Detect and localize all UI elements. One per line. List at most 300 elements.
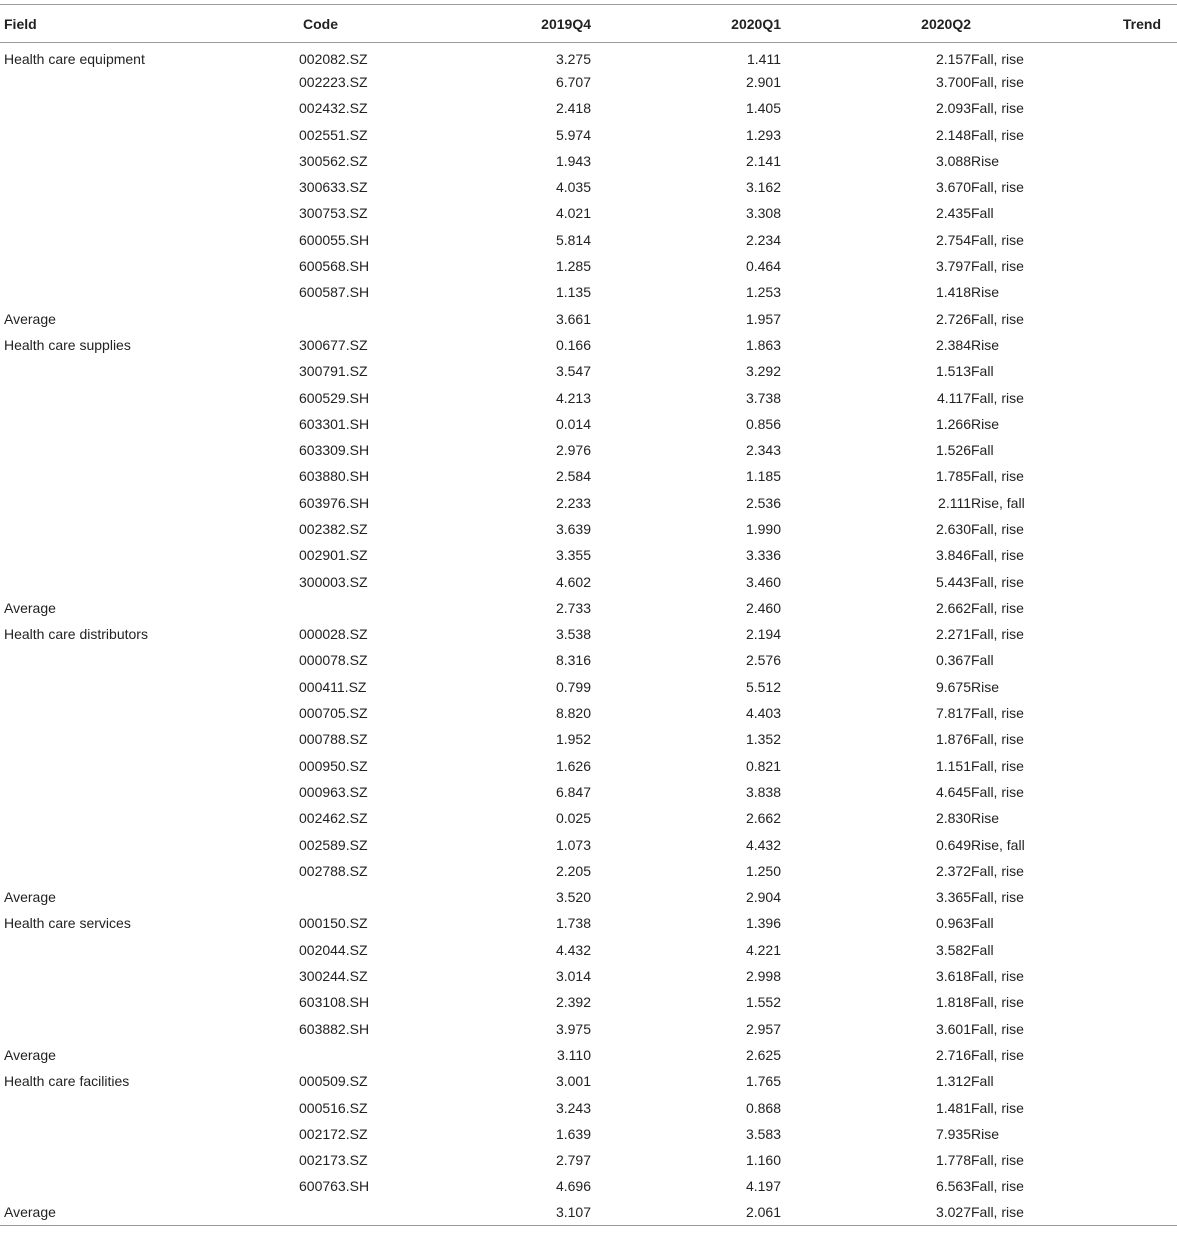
cell-trend: Fall	[971, 941, 994, 958]
cell-2020q1: 0.868	[745, 1099, 781, 1116]
table-row	[0, 858, 1177, 884]
cell-field: Average	[4, 599, 56, 616]
header-code: Code	[289, 5, 451, 43]
cell-2019q4: 5.974	[555, 126, 591, 143]
cell-code: 300562.SZ	[299, 152, 368, 169]
cell-2020q2: 2.830	[935, 810, 971, 827]
cell-trend: Fall, rise	[971, 231, 1024, 248]
cell-2020q2: 6.563	[935, 1178, 971, 1195]
cell-2020q1: 3.162	[745, 179, 781, 196]
cell-2020q1: 2.957	[745, 1020, 781, 1037]
table-row	[0, 1015, 1177, 1041]
cell-code: 600055.SH	[299, 231, 370, 248]
cell-2019q4: 1.943	[555, 152, 591, 169]
cell-trend: Fall, rise	[971, 862, 1024, 879]
cell-code: 002589.SZ	[299, 836, 368, 853]
cell-code: 600763.SH	[299, 1178, 370, 1195]
cell-2020q1: 4.403	[745, 705, 781, 722]
cell-code: 600587.SH	[299, 284, 370, 301]
cell-field	[0, 805, 289, 831]
cell-2020q1: 3.460	[745, 573, 781, 590]
table-row	[0, 95, 1177, 121]
cell-2020q1: 0.856	[745, 415, 781, 432]
cell-2019q4: 2.733	[555, 599, 591, 616]
cell-2020q2: 4.645	[935, 783, 971, 800]
cell-2020q1: 2.536	[745, 494, 781, 511]
cell-code: 000950.SZ	[299, 757, 368, 774]
cell-trend: Fall, rise	[971, 258, 1024, 275]
cell-field: Average	[4, 889, 56, 906]
cell-field	[0, 568, 289, 594]
cell-trend: Fall	[971, 915, 994, 932]
cell-field	[0, 963, 289, 989]
table-row	[0, 437, 1177, 463]
table-row	[0, 69, 1177, 95]
cell-code: 600568.SH	[299, 258, 370, 275]
cell-2020q2: 4.117	[937, 389, 971, 406]
cell-2019q4: 3.661	[555, 310, 591, 327]
cell-2020q1: 4.221	[745, 941, 781, 958]
cell-2019q4: 4.213	[555, 389, 591, 406]
cell-2020q2: 1.818	[935, 994, 971, 1011]
header-2020q1: 2020Q1	[591, 5, 781, 43]
cell-code: 002223.SZ	[299, 73, 368, 90]
cell-field	[0, 831, 289, 857]
cell-2019q4: 0.014	[555, 415, 591, 432]
cell-code: 002788.SZ	[299, 862, 368, 879]
cell-field	[0, 437, 289, 463]
cell-code: 300677.SZ	[299, 336, 368, 353]
cell-code: 603976.SH	[299, 494, 370, 511]
table-row	[0, 174, 1177, 200]
cell-2020q1: 2.998	[745, 968, 781, 985]
cell-trend: Fall, rise	[971, 968, 1024, 985]
table-row	[0, 884, 1177, 910]
table-row	[0, 910, 1177, 936]
cell-2019q4: 1.626	[555, 757, 591, 774]
cell-field	[0, 358, 289, 384]
cell-2020q2: 3.618	[935, 968, 971, 985]
cell-2019q4: 2.205	[555, 862, 591, 879]
table-row	[0, 148, 1177, 174]
cell-2020q1: 0.821	[745, 757, 781, 774]
cell-2020q2: 2.716	[935, 1046, 971, 1063]
cell-field: Health care supplies	[4, 336, 131, 353]
cell-2019q4: 4.602	[555, 573, 591, 590]
table-row	[0, 305, 1177, 331]
cell-trend: Fall, rise	[971, 731, 1024, 748]
table-row	[0, 200, 1177, 226]
cell-code: 603882.SH	[299, 1020, 370, 1037]
cell-2019q4: 3.355	[555, 547, 591, 564]
table-row	[0, 726, 1177, 752]
cell-code: 603309.SH	[299, 442, 370, 459]
cell-trend: Rise	[971, 415, 1000, 432]
cell-code: 000788.SZ	[299, 731, 368, 748]
cell-2020q1: 2.625	[745, 1046, 781, 1063]
cell-2019q4: 5.814	[555, 231, 591, 248]
cell-field: Average	[4, 1046, 56, 1063]
cell-trend: Fall, rise	[971, 468, 1024, 485]
cell-2020q2: 5.443	[935, 573, 971, 590]
cell-2020q1: 5.512	[745, 678, 781, 695]
cell-code: 002462.SZ	[299, 810, 368, 827]
cell-2020q1: 3.308	[745, 205, 781, 222]
cell-field	[0, 148, 289, 174]
table-row	[0, 227, 1177, 253]
cell-field: Average	[4, 310, 56, 327]
cell-field	[0, 1015, 289, 1041]
cell-code: 002551.SZ	[299, 126, 368, 143]
cell-2019q4: 3.538	[555, 626, 591, 643]
cell-2019q4: 4.696	[555, 1178, 591, 1195]
cell-field	[0, 69, 289, 95]
cell-field	[0, 753, 289, 779]
cell-trend: Rise	[971, 810, 1000, 827]
table-row	[0, 937, 1177, 963]
cell-2020q1: 1.293	[745, 126, 781, 143]
table-row	[0, 963, 1177, 989]
cell-2019q4: 2.233	[555, 494, 591, 511]
cell-2019q4: 1.738	[555, 915, 591, 932]
cell-code: 000516.SZ	[299, 1099, 368, 1116]
cell-2020q1: 1.405	[745, 100, 781, 117]
cell-trend: Fall	[971, 652, 994, 669]
cell-2020q2: 1.513	[935, 363, 971, 380]
cell-code: 603880.SH	[299, 468, 370, 485]
header-2020q2: 2020Q2	[781, 5, 971, 43]
cell-code: 000509.SZ	[299, 1073, 368, 1090]
cell-trend: Fall	[971, 1073, 994, 1090]
data-table	[0, 4, 1177, 1226]
cell-2020q1: 2.141	[745, 152, 781, 169]
table-row	[0, 595, 1177, 621]
cell-2020q2: 7.935	[935, 1125, 971, 1142]
cell-2020q1: 3.292	[745, 363, 781, 380]
cell-2019q4: 1.073	[555, 836, 591, 853]
cell-2019q4: 3.110	[557, 1046, 591, 1063]
cell-field: Health care equipment	[4, 50, 145, 67]
cell-code: 300244.SZ	[299, 968, 368, 985]
cell-2020q2: 1.418	[935, 284, 971, 301]
cell-2020q1: 2.576	[745, 652, 781, 669]
table-row	[0, 1042, 1177, 1068]
cell-code: 000411.SZ	[299, 678, 367, 695]
table-row	[0, 332, 1177, 358]
cell-2020q1: 1.253	[745, 284, 781, 301]
table-row	[0, 1121, 1177, 1147]
cell-2020q1: 2.061	[591, 1200, 781, 1226]
table-row	[0, 542, 1177, 568]
cell-field	[0, 726, 289, 752]
cell-code: 002082.SZ	[299, 50, 368, 67]
cell-2020q2: 3.797	[935, 258, 971, 275]
table-row	[0, 121, 1177, 147]
cell-trend: Rise	[971, 678, 1000, 695]
cell-field	[0, 542, 289, 568]
cell-trend: Fall, rise	[971, 1178, 1024, 1195]
cell-code: 002172.SZ	[299, 1125, 368, 1142]
cell-trend: Fall, rise	[971, 73, 1024, 90]
cell-2020q2: 3.027	[781, 1200, 971, 1226]
cell-2020q2: 3.670	[935, 179, 971, 196]
cell-field	[0, 279, 289, 305]
cell-field	[0, 647, 289, 673]
table-row	[0, 1173, 1177, 1199]
cell-trend: Rise	[971, 1125, 1000, 1142]
cell-2019q4: 8.316	[555, 652, 591, 669]
cell-trend: Fall, rise	[971, 1046, 1024, 1063]
cell-field	[0, 411, 289, 437]
cell-2019q4: 4.035	[555, 179, 591, 196]
cell-trend: Rise, fall	[971, 836, 1025, 853]
cell-2019q4: 2.584	[555, 468, 591, 485]
cell-2020q2: 2.372	[935, 862, 971, 879]
cell-field	[0, 463, 289, 489]
cell-2019q4: 3.001	[555, 1073, 591, 1090]
cell-trend: Rise	[971, 336, 1000, 353]
cell-trend: Fall	[971, 442, 994, 459]
cell-trend: Fall, rise	[971, 757, 1024, 774]
cell-2020q1: 1.411	[747, 50, 781, 67]
cell-code: 000028.SZ	[299, 626, 368, 643]
cell-2020q2: 3.846	[935, 547, 971, 564]
cell-code: 002173.SZ	[299, 1152, 368, 1169]
cell-2020q2: 2.093	[935, 100, 971, 117]
table-row	[0, 43, 1177, 69]
cell-2020q2: 2.754	[935, 231, 971, 248]
cell-2020q1: 1.765	[745, 1073, 781, 1090]
cell-2019q4: 8.820	[555, 705, 591, 722]
header-trend: Trend	[971, 5, 1177, 43]
cell-2019q4: 3.014	[555, 968, 591, 985]
cell-2019q4: 3.547	[555, 363, 591, 380]
cell-2019q4: 2.976	[555, 442, 591, 459]
cell-code: 000078.SZ	[299, 652, 368, 669]
cell-field: Average	[0, 1200, 289, 1226]
cell-2020q1: 1.352	[745, 731, 781, 748]
cell-2019q4: 3.520	[555, 889, 591, 906]
cell-trend: Fall	[971, 363, 994, 380]
cell-trend: Fall, rise	[971, 100, 1024, 117]
cell-2020q1: 1.396	[745, 915, 781, 932]
table-row	[0, 1147, 1177, 1173]
cell-field: Health care services	[4, 915, 131, 932]
cell-trend: Fall, rise	[971, 547, 1024, 564]
cell-2020q2: 1.526	[935, 442, 971, 459]
cell-field: Health care facilities	[4, 1073, 130, 1090]
cell-2020q1: 1.957	[745, 310, 781, 327]
table-row	[0, 568, 1177, 594]
cell-2019q4: 0.166	[555, 336, 591, 353]
cell-field	[0, 858, 289, 884]
cell-trend: Rise	[971, 152, 1000, 169]
cell-2020q1: 4.432	[745, 836, 781, 853]
cell-2020q1: 2.343	[745, 442, 781, 459]
cell-2020q2: 2.630	[935, 520, 971, 537]
cell-2019q4: 3.639	[555, 520, 591, 537]
cell-2019q4: 4.021	[555, 205, 591, 222]
header-row	[0, 5, 1177, 43]
cell-2020q2: 3.700	[935, 73, 971, 90]
cell-field	[0, 1094, 289, 1120]
table-body	[0, 43, 1177, 1226]
cell-2020q1: 2.234	[745, 231, 781, 248]
cell-code	[289, 884, 451, 910]
cell-trend: Fall, rise	[971, 889, 1024, 906]
table-row	[0, 490, 1177, 516]
cell-code: 002432.SZ	[299, 100, 368, 117]
cell-2020q2: 0.649	[935, 836, 971, 853]
table-row	[0, 779, 1177, 805]
cell-trend: Fall, rise	[971, 1152, 1024, 1169]
cell-2020q2: 9.675	[935, 678, 971, 695]
cell-2019q4: 0.799	[555, 678, 591, 695]
table-row	[0, 805, 1177, 831]
cell-2020q1: 1.160	[745, 1152, 781, 1169]
cell-2020q1: 1.863	[745, 336, 781, 353]
cell-2020q1: 3.738	[745, 389, 781, 406]
cell-field	[0, 989, 289, 1015]
cell-code: 603301.SH	[299, 415, 370, 432]
cell-2020q1: 2.662	[745, 810, 781, 827]
cell-2020q1: 3.838	[745, 783, 781, 800]
cell-2020q1: 0.464	[745, 258, 781, 275]
cell-field	[0, 1147, 289, 1173]
table-row	[0, 674, 1177, 700]
cell-code: 002044.SZ	[299, 941, 368, 958]
cell-field	[0, 490, 289, 516]
cell-field	[0, 95, 289, 121]
cell-2019q4: 3.275	[555, 50, 591, 67]
cell-2020q2: 2.111	[938, 494, 971, 511]
cell-2020q1: 1.990	[745, 520, 781, 537]
cell-trend: Fall	[971, 205, 994, 222]
cell-trend: Fall, rise	[971, 310, 1024, 327]
cell-2020q2: 7.817	[935, 705, 971, 722]
cell-2020q2: 2.148	[935, 126, 971, 143]
cell-code	[289, 1200, 451, 1226]
table-row	[0, 253, 1177, 279]
table-row	[0, 700, 1177, 726]
cell-code: 603108.SH	[299, 994, 370, 1011]
table-row	[0, 358, 1177, 384]
cell-trend: Fall, rise	[971, 783, 1024, 800]
table-row	[0, 279, 1177, 305]
cell-2020q1: 2.194	[745, 626, 781, 643]
cell-field	[0, 674, 289, 700]
cell-code: 600529.SH	[299, 389, 370, 406]
cell-2020q2: 2.271	[935, 626, 971, 643]
cell-2020q1: 2.460	[745, 599, 781, 616]
cell-code: 300791.SZ	[299, 363, 368, 380]
cell-trend: Fall, rise	[971, 389, 1024, 406]
cell-field	[0, 1173, 289, 1199]
cell-code: 300003.SZ	[299, 573, 368, 590]
cell-2020q2: 1.778	[935, 1152, 971, 1169]
cell-2020q2: 1.151	[935, 757, 971, 774]
table-row	[0, 989, 1177, 1015]
cell-code: 000150.SZ	[299, 915, 368, 932]
cell-trend: Fall, rise	[971, 520, 1024, 537]
cell-2019q4: 4.432	[555, 941, 591, 958]
table-row	[0, 411, 1177, 437]
table-row	[0, 647, 1177, 673]
cell-2019q4: 2.418	[555, 100, 591, 117]
cell-trend: Fall, rise	[971, 705, 1024, 722]
cell-2019q4: 3.243	[555, 1099, 591, 1116]
table-row	[0, 621, 1177, 647]
cell-trend: Rise, fall	[971, 494, 1025, 511]
table-row	[0, 1094, 1177, 1120]
cell-2020q2: 3.365	[935, 889, 971, 906]
header-field: Field	[0, 5, 289, 43]
cell-2020q2: 1.481	[935, 1099, 971, 1116]
cell-2019q4: 1.285	[555, 258, 591, 275]
cell-trend: Fall, rise	[971, 573, 1024, 590]
cell-code	[289, 595, 451, 621]
table-row	[0, 1068, 1177, 1094]
cell-field	[0, 121, 289, 147]
cell-field	[0, 384, 289, 410]
cell-2019q4: 2.392	[555, 994, 591, 1011]
cell-2020q2: 1.785	[935, 468, 971, 485]
cell-2020q2: 3.601	[935, 1020, 971, 1037]
cell-field	[0, 174, 289, 200]
cell-2019q4: 3.107	[451, 1200, 591, 1226]
cell-2020q1: 3.336	[745, 547, 781, 564]
cell-trend: Fall, rise	[971, 126, 1024, 143]
cell-trend: Fall, rise	[971, 994, 1024, 1011]
cell-code: 000705.SZ	[299, 705, 368, 722]
cell-code: 300753.SZ	[299, 205, 368, 222]
cell-field	[0, 516, 289, 542]
cell-field	[0, 227, 289, 253]
cell-trend: Fall, rise	[971, 179, 1024, 196]
cell-2020q2: 2.662	[935, 599, 971, 616]
header-2019q4: 2019Q4	[451, 5, 591, 43]
cell-trend: Fall, rise	[971, 1020, 1024, 1037]
cell-2020q1: 2.901	[745, 73, 781, 90]
cell-2020q1: 1.250	[745, 862, 781, 879]
cell-2020q2: 3.088	[935, 152, 971, 169]
cell-2019q4: 0.025	[555, 810, 591, 827]
table-row	[0, 1200, 1177, 1226]
cell-2020q2: 3.582	[935, 941, 971, 958]
cell-2020q2: 2.384	[935, 336, 971, 353]
cell-2019q4: 1.952	[555, 731, 591, 748]
cell-trend: Fall, rise	[971, 1200, 1177, 1226]
cell-code	[289, 1042, 451, 1068]
cell-code	[289, 305, 451, 331]
cell-trend: Fall, rise	[971, 50, 1024, 67]
cell-2020q2: 1.876	[935, 731, 971, 748]
table-header	[0, 5, 1177, 43]
cell-2020q1: 1.552	[745, 994, 781, 1011]
cell-2020q1: 2.904	[745, 889, 781, 906]
cell-2020q2: 1.312	[935, 1073, 971, 1090]
cell-trend: Fall, rise	[971, 626, 1024, 643]
cell-trend: Fall, rise	[971, 1099, 1024, 1116]
table-row	[0, 831, 1177, 857]
cell-2019q4: 3.975	[555, 1020, 591, 1037]
cell-2020q1: 1.185	[745, 468, 781, 485]
cell-field: Health care distributors	[4, 626, 148, 643]
cell-2019q4: 2.797	[555, 1152, 591, 1169]
cell-2020q1: 4.197	[745, 1178, 781, 1195]
cell-code: 002901.SZ	[299, 547, 368, 564]
cell-2020q2: 2.157	[935, 50, 971, 67]
